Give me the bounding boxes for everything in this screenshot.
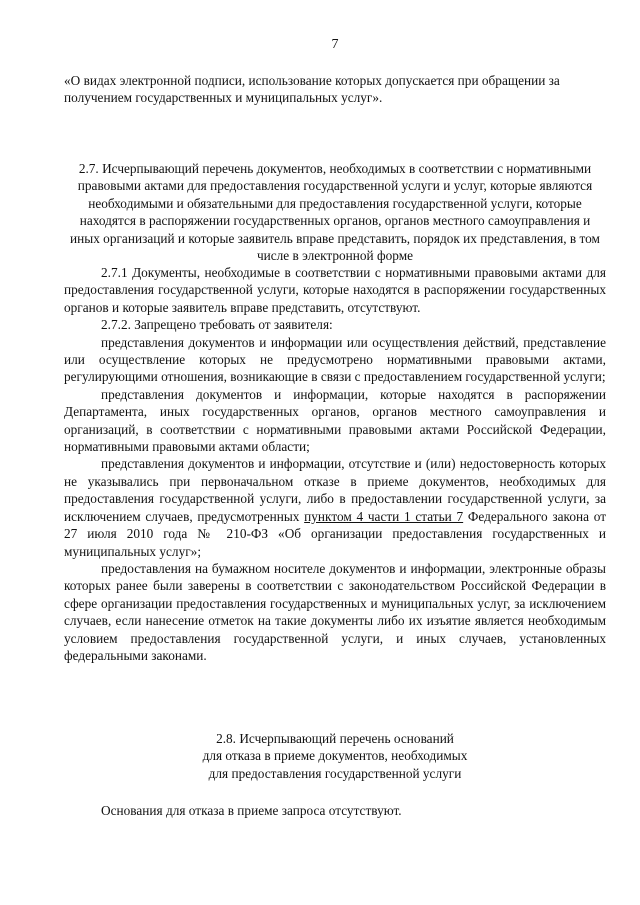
section-2-7-body — [64, 264, 606, 664]
paragraph-2-7-2: 2.7.2. Запрещено требовать от заявителя: — [101, 317, 333, 333]
section-2-8-heading-line-3: для предоставления государственной услуги — [208, 765, 462, 781]
list-item-4: предоставления на бумажном носителе документов и информации, электронные образы которых ранее были заверены в соответствии с законодательством Российской Федерации в сфере организации предоставления государственных и муниципальных услуг, за исключением случаев, если нанесение отметок на такие документы либо их изъятие является необходимым условием предоставления государственной услуги, и иных случаев, установленных федеральными законами. — [64, 560, 606, 663]
final-paragraph: Основания для отказа в приеме запроса отсутствуют. — [101, 803, 402, 818]
section-2-8-heading-line-2: для отказа в приеме документов, необходимых — [202, 748, 468, 764]
paragraph-2-7-1: 2.7.1 Документы, необходимые в соответствии с нормативными правовыми актами для предоставления государственной услуги, которые находятся в распоряжении государственных органов и которые заявитель вправе представить, отсутствуют. — [64, 265, 606, 315]
intro-paragraph: «О видах электронной подписи, использование которых допускается при обращении за получением государственных и муниципальных услуг». — [64, 73, 560, 106]
section-2-7-heading: 2.7. Исчерпывающий перечень документов, необходимых в соответствии с нормативными правовыми актами для предоставления государственной услуги и услуг, которые являются необходимыми и обязательными для предоставления государственной услуги, которые находятся в распоряжении государственных органов, органов местного самоуправления и иных организаций и которые заявитель вправе представить, порядок их представления, в том числе в электронной форме — [70, 161, 600, 264]
list-item-3 — [64, 455, 606, 559]
list-item-2: представления документов и информации, которые находятся в распоряжении Департамента, иных государственных органов, органов местного самоуправления и организаций, в соответствии с нормативными правовыми актами Российской Федерации, нормативными правовыми актами области; — [64, 386, 606, 455]
list-item-1: представления документов и информации или осуществления действий, представление или осуществление которых не предусмотрено нормативными правовыми актами, регулирующими отношения, возникающие в связи с предоставлением государственной услуги; — [64, 334, 606, 385]
section-2-8-heading — [64, 730, 606, 782]
list-item-3-text-end: Федерального закона от 27 июля 2010 года № 210-ФЗ «Об организации предоставления государственных и муниципальных услуг»; — [64, 508, 606, 559]
page-number: 7 — [331, 37, 339, 52]
section-2-8-heading-line-1: 2.8. Исчерпывающий перечень оснований — [216, 731, 454, 746]
law-reference-link[interactable]: пунктом 4 части 1 статьи 7 — [304, 508, 464, 524]
list-item-3-text-start: представления документов и информации, отсутствие и (или) недостоверность которых не указывались при первоначальном отказе в приеме документов, необходимых для предоставления государственной услуги, либо в предоставлении государственной услуги, за исключением случаев, предусмотренных — [64, 456, 606, 524]
